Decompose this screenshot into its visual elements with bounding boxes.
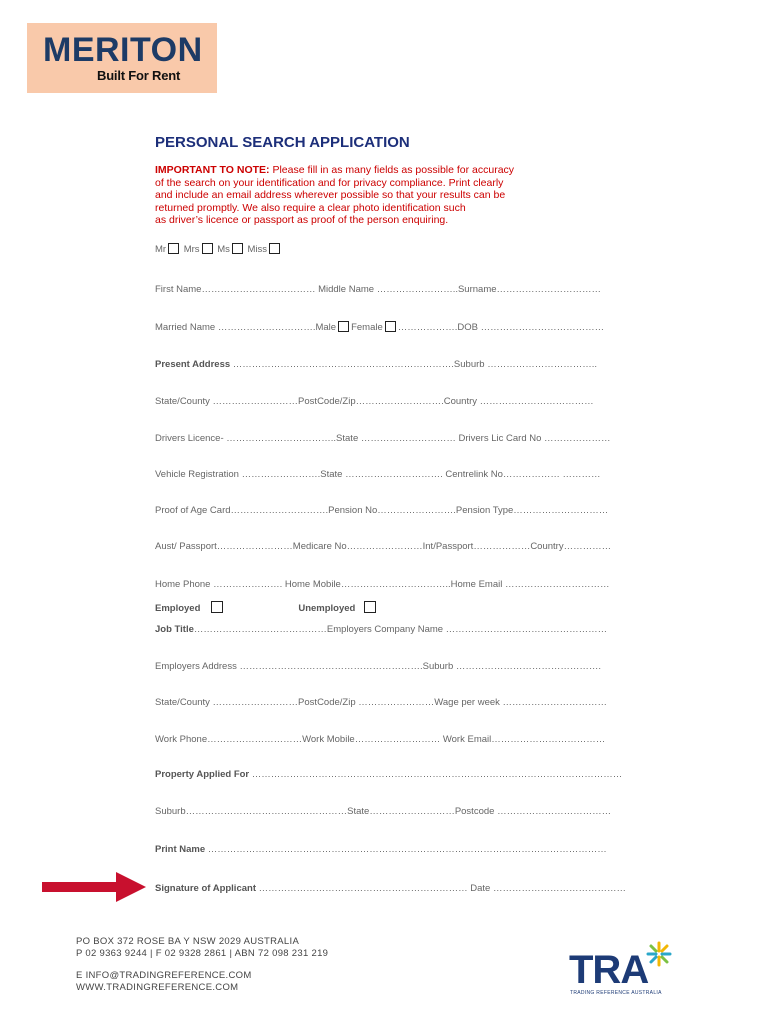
female-label: Female xyxy=(351,322,383,333)
work-contact-row[interactable]: Work Phone…………………………Work Mobile……………………… Work Email……………………………… xyxy=(155,734,606,745)
proof-of-age-row[interactable]: Proof of Age Card………………………….Pension No…………………….Pension Type………………………… xyxy=(155,505,609,516)
property-applied-row[interactable] xyxy=(155,769,622,780)
notice-label: IMPORTANT TO NOTE: xyxy=(155,164,270,176)
title-selection-row xyxy=(155,243,282,255)
meriton-logo xyxy=(27,23,217,93)
married-name-row xyxy=(155,321,604,333)
dob-field[interactable]: ……………….DOB ………………………………… xyxy=(397,322,605,333)
drivers-licence-row[interactable]: Drivers Licence- ……………………………..State ………………………… Drivers Lic Card No ………………… xyxy=(155,433,611,444)
footer-email: E INFO@TRADINGREFERENCE.COM xyxy=(76,970,252,981)
job-title-label: Job Title xyxy=(155,624,194,635)
mrs-label: Mrs xyxy=(183,244,200,255)
phone-row[interactable]: Home Phone …………………. Home Mobile……………………………..Home Email …………………………… xyxy=(155,579,610,590)
mrs-checkbox[interactable] xyxy=(202,243,213,254)
job-title-row[interactable] xyxy=(155,624,607,635)
signature-row[interactable] xyxy=(155,883,626,894)
notice-line-3: and include an email address wherever possible so that your results can be xyxy=(155,189,506,201)
mr-label: Mr xyxy=(155,244,167,255)
notice-line-5: as driver’s licence or passport as proof of the person enquiring. xyxy=(155,214,449,226)
notice-line-1: Please fill in as many fields as possible for accuracy xyxy=(269,164,515,176)
meriton-logo-name: MERITON xyxy=(43,31,203,69)
state-postcode-country-row[interactable]: State/County ………………………PostCode/Zip……………………….Country ……………………………… xyxy=(155,396,594,407)
footer-website: WWW.TRADINGREFERENCE.COM xyxy=(76,982,239,993)
red-arrow-icon xyxy=(42,872,146,902)
property-suburb-row[interactable]: Suburb……………………………………………State………………………Postcode ……………………………… xyxy=(155,806,612,817)
print-name-field[interactable]: ……………………………………………………………………………………………………………… xyxy=(205,844,607,855)
notice-line-4: returned promptly. We also require a clear photo identification such xyxy=(155,201,466,214)
vehicle-registration-row[interactable]: Vehicle Registration …………………….State …………………………. Centrelink No……………… ………… xyxy=(155,469,601,480)
present-address-label: Present Address xyxy=(155,359,231,370)
employer-state-wage-row[interactable]: State/County ………………………PostCode/Zip ……………………Wage per week …………………………… xyxy=(155,697,608,708)
tra-tagline: TRADING REFERENCE AUSTRALIA xyxy=(570,990,662,996)
property-applied-field[interactable]: ……………………………………………………………………………………………………… xyxy=(249,769,623,780)
ms-label: Ms xyxy=(217,244,230,255)
employed-label: Employed xyxy=(155,603,201,614)
miss-label: Miss xyxy=(247,244,268,255)
meriton-logo-tagline: Built For Rent xyxy=(97,68,181,83)
footer-phone: P 02 9363 9244 | F 02 9328 2861 | ABN 72 098 231 219 xyxy=(76,948,329,959)
signature-label: Signature of Applicant xyxy=(155,883,256,894)
unemployed-checkbox[interactable] xyxy=(364,601,376,613)
property-applied-label: Property Applied For xyxy=(155,769,250,780)
miss-checkbox[interactable] xyxy=(269,243,280,254)
mr-checkbox[interactable] xyxy=(168,243,179,254)
present-address-row[interactable] xyxy=(155,359,597,370)
married-name-field[interactable]: Married Name ………………………….Male xyxy=(155,322,337,333)
print-name-label: Print Name xyxy=(155,844,206,855)
tra-logo: TRA xyxy=(569,948,649,992)
unemployed-label: Unemployed xyxy=(298,603,356,614)
employers-address-row[interactable]: Employers Address ………………………………………………….Suburb ………………………………………. xyxy=(155,661,602,672)
signature-date-field[interactable]: ………………………………………………………… Date …………………………………… xyxy=(255,883,626,894)
passport-row[interactable]: Aust/ Passport……………………Medicare No……………………Int/Passport………………Country…………… xyxy=(155,541,612,552)
employed-checkbox[interactable] xyxy=(211,601,223,613)
footer-address: PO BOX 372 ROSE BA Y NSW 2029 AUSTRALIA xyxy=(76,936,300,947)
name-row[interactable]: First Name……………………………… Middle Name ……………………..Surname…………………………… xyxy=(155,284,602,295)
female-checkbox[interactable] xyxy=(385,321,396,332)
print-name-row[interactable] xyxy=(155,844,607,855)
tra-star-icon xyxy=(645,940,673,968)
notice-line-2: of the search on your identification and for privacy compliance. Print clearly xyxy=(155,176,504,189)
form-title: PERSONAL SEARCH APPLICATION xyxy=(155,134,410,151)
employment-row xyxy=(155,601,378,614)
ms-checkbox[interactable] xyxy=(232,243,243,254)
present-address-field[interactable]: …………………………………………………………….Suburb …………………………….. xyxy=(230,359,597,370)
important-notice xyxy=(155,164,575,227)
male-checkbox[interactable] xyxy=(338,321,349,332)
job-title-field[interactable]: ……………………………………Employers Company Name …………………………………………… xyxy=(193,624,608,635)
